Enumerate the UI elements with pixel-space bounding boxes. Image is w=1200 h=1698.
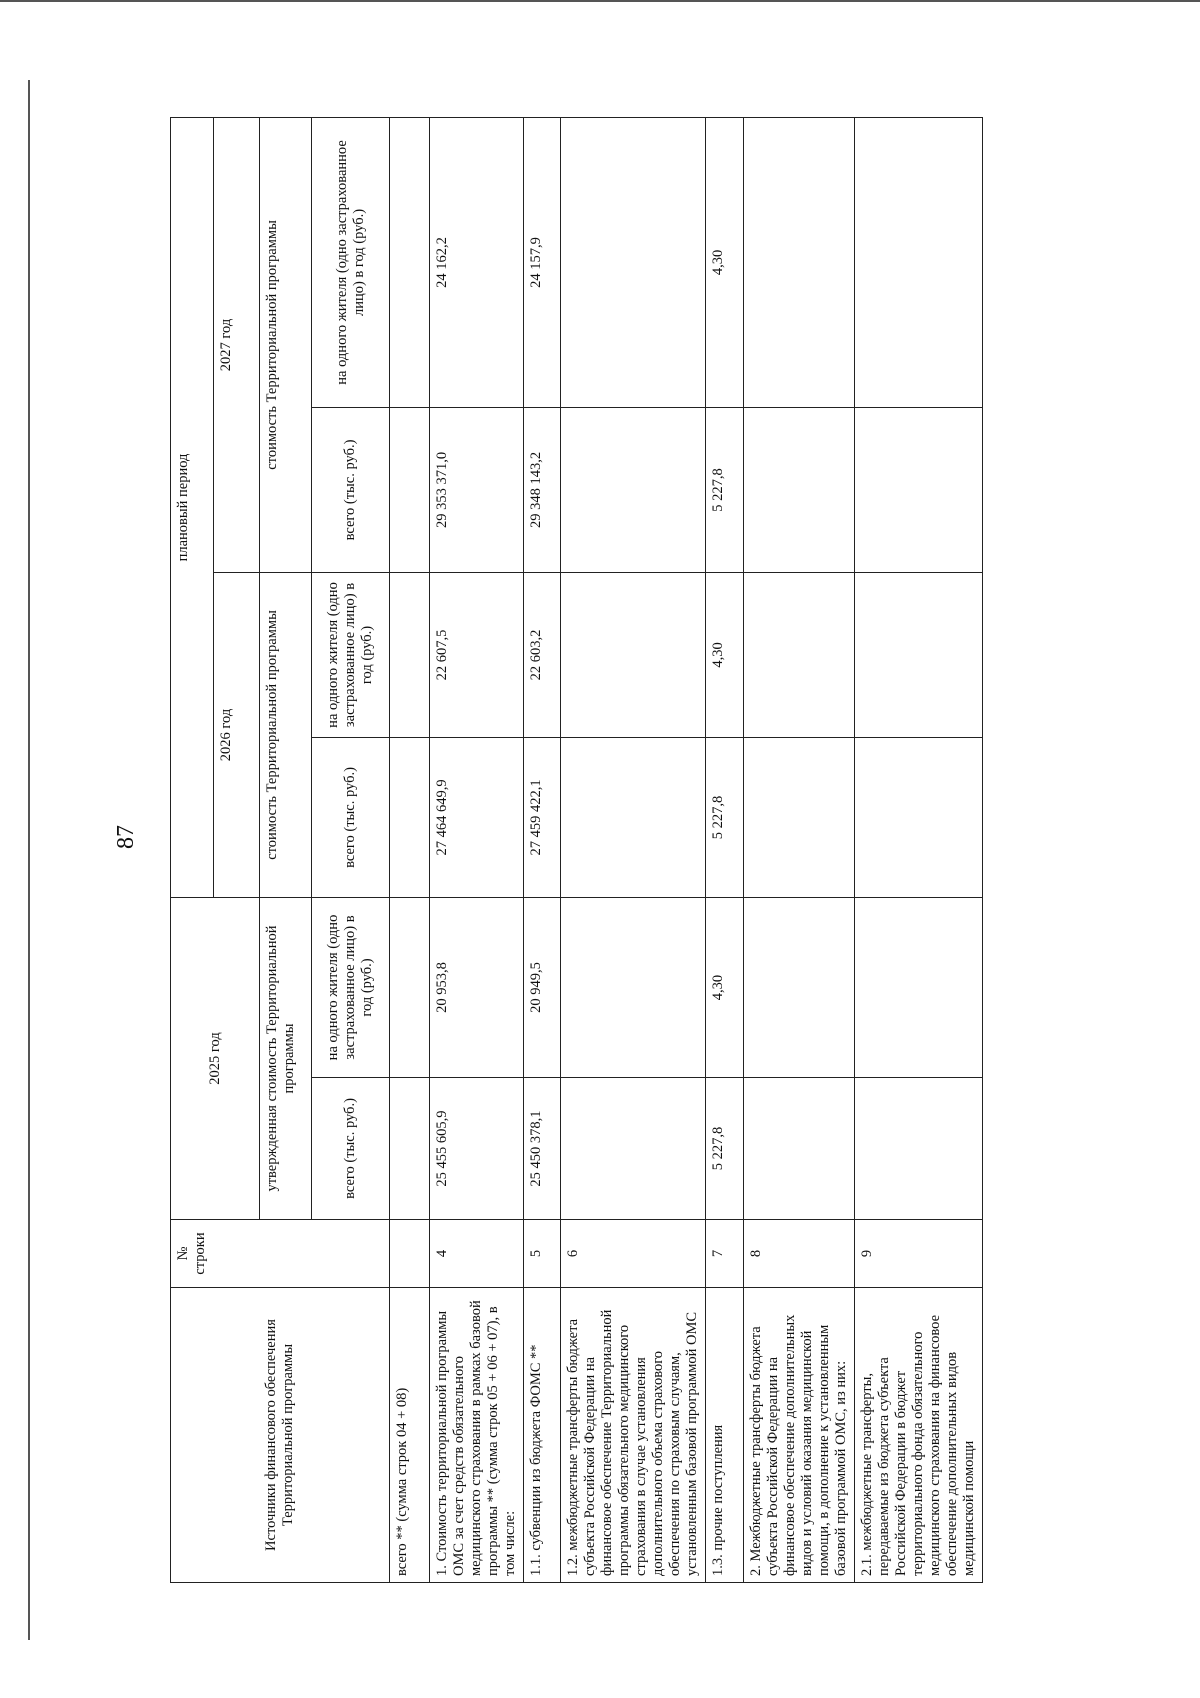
header-planning-period: плановый период xyxy=(171,117,214,897)
cell-2025-per-capita xyxy=(390,897,430,1077)
scan-edge-left xyxy=(28,80,30,1640)
row-number: 5 xyxy=(524,1220,561,1288)
cell-2027-per-capita xyxy=(855,117,983,407)
row-label: 1.3. прочие поступления xyxy=(706,1288,744,1583)
row-label: 2.1. межбюджетные трансферты, передаваемые из бюджета субъекта Российской Федерации в бюджет территориального фонда обязательного медицинского страхования на финансовое обеспечение дополнительных видов медицинской помощи xyxy=(855,1288,983,1583)
header-per-capita-2026: на одного жителя (одно застрахованное лицо) в год (руб.) xyxy=(312,572,390,737)
cell-2025-per-capita xyxy=(744,897,855,1077)
header-year-2027: 2027 год xyxy=(214,117,260,572)
header-source: Источники финансового обеспечения Территориальной программы xyxy=(171,1288,390,1583)
cell-2025-per-capita: 20 953,8 xyxy=(430,897,524,1077)
cell-2025-total xyxy=(561,1078,706,1220)
row-number: 8 xyxy=(744,1220,855,1288)
cell-2026-per-capita xyxy=(855,572,983,737)
header-row-1 xyxy=(171,117,214,1582)
cell-2026-total xyxy=(855,737,983,897)
row-label: 1. Стоимость территориальной программы ОМС за счет средств обязательного медицинского страхования в рамках базовой программы ** (сумма строк 05 + 06 + 07), в том числе: xyxy=(430,1288,524,1583)
header-year-2026: 2026 год xyxy=(214,572,260,897)
cell-2026-total xyxy=(561,737,706,897)
row-number: 4 xyxy=(430,1220,524,1288)
table-row xyxy=(744,117,855,1582)
financing-sources-table xyxy=(170,117,983,1583)
cell-2027-per-capita: 24 157,9 xyxy=(524,117,561,407)
row-label: 1.1. субвенции из бюджета ФОМС ** xyxy=(524,1288,561,1583)
header-approved-cost: утвержденная стоимость Территориальной программы xyxy=(260,897,312,1219)
cell-2025-total: 25 455 605,9 xyxy=(430,1078,524,1220)
cell-2025-per-capita: 4,30 xyxy=(706,897,744,1077)
cell-2025-per-capita xyxy=(855,897,983,1077)
row-label: всего ** (сумма строк 04 + 08) xyxy=(390,1288,430,1583)
cell-2027-per-capita xyxy=(561,117,706,407)
cell-2027-total: 5 227,8 xyxy=(706,407,744,572)
table-row xyxy=(430,117,524,1582)
header-row-no: № строки xyxy=(171,1220,390,1288)
header-per-capita-2027: на одного жителя (одно застрахованное лицо) в год (руб.) xyxy=(312,117,390,407)
cell-2026-total: 27 464 649,9 xyxy=(430,737,524,897)
header-total-2025: всего (тыс. руб.) xyxy=(312,1078,390,1220)
table-row xyxy=(390,117,430,1582)
cell-2027-per-capita xyxy=(744,117,855,407)
cell-2026-per-capita xyxy=(390,572,430,737)
table-row xyxy=(561,117,706,1582)
cell-2027-total xyxy=(561,407,706,572)
row-number: 7 xyxy=(706,1220,744,1288)
cell-2027-per-capita xyxy=(390,117,430,407)
cell-2026-per-capita xyxy=(561,572,706,737)
cell-2025-per-capita xyxy=(561,897,706,1077)
row-number: 6 xyxy=(561,1220,706,1288)
cell-2027-total xyxy=(855,407,983,572)
header-cost-2026: стоимость Территориальной программы xyxy=(260,572,312,897)
header-total-2027: всего (тыс. руб.) xyxy=(312,407,390,572)
header-year-2025: 2025 год xyxy=(171,897,260,1219)
header-per-capita-2025: на одного жителя (одно застрахованное лицо) в год (руб.) xyxy=(312,897,390,1077)
table-row xyxy=(706,117,744,1582)
cell-2026-per-capita: 4,30 xyxy=(706,572,744,737)
cell-2027-total xyxy=(390,407,430,572)
page-number: 87 xyxy=(113,825,139,849)
cell-2026-per-capita: 22 607,5 xyxy=(430,572,524,737)
table-row xyxy=(524,117,561,1582)
cell-2025-total xyxy=(855,1078,983,1220)
cell-2026-total: 5 227,8 xyxy=(706,737,744,897)
header-total-2026: всего (тыс. руб.) xyxy=(312,737,390,897)
row-label: 2. Межбюджетные трансферты бюджета субъекта Российской Федерации на финансовое обеспечение дополнительных видов и условий оказания медицинской помощи, в дополнение к установленным базовой программой ОМС, из них: xyxy=(744,1288,855,1583)
header-cost-2027: стоимость Территориальной программы xyxy=(260,117,312,572)
cell-2027-total: 29 353 371,0 xyxy=(430,407,524,572)
cell-2027-total: 29 348 143,2 xyxy=(524,407,561,572)
row-number: 9 xyxy=(855,1220,983,1288)
cell-2025-total xyxy=(390,1078,430,1220)
cell-2025-total: 25 450 378,1 xyxy=(524,1078,561,1220)
cell-2027-per-capita: 4,30 xyxy=(706,117,744,407)
row-label: 1.2. межбюджетные трансферты бюджета субъекта Российской Федерации на финансовое обеспечение Территориальной программы обязательного медицинского страхования в случае установления дополнительного объема страхового обеспечения по страховым случаям, установленным базовой программой ОМС xyxy=(561,1288,706,1583)
cell-2026-per-capita: 22 603,2 xyxy=(524,572,561,737)
cell-2026-per-capita xyxy=(744,572,855,737)
cell-2025-total xyxy=(744,1078,855,1220)
cell-2026-total xyxy=(390,737,430,897)
cell-2025-per-capita: 20 949,5 xyxy=(524,897,561,1077)
table-row xyxy=(855,117,983,1582)
cell-2025-total: 5 227,8 xyxy=(706,1078,744,1220)
scan-edge-top xyxy=(0,0,1200,2)
cell-2026-total: 27 459 422,1 xyxy=(524,737,561,897)
cell-2027-per-capita: 24 162,2 xyxy=(430,117,524,407)
rotated-table-wrapper xyxy=(170,118,977,1583)
cell-2026-total xyxy=(744,737,855,897)
cell-2027-total xyxy=(744,407,855,572)
row-number xyxy=(390,1220,430,1288)
